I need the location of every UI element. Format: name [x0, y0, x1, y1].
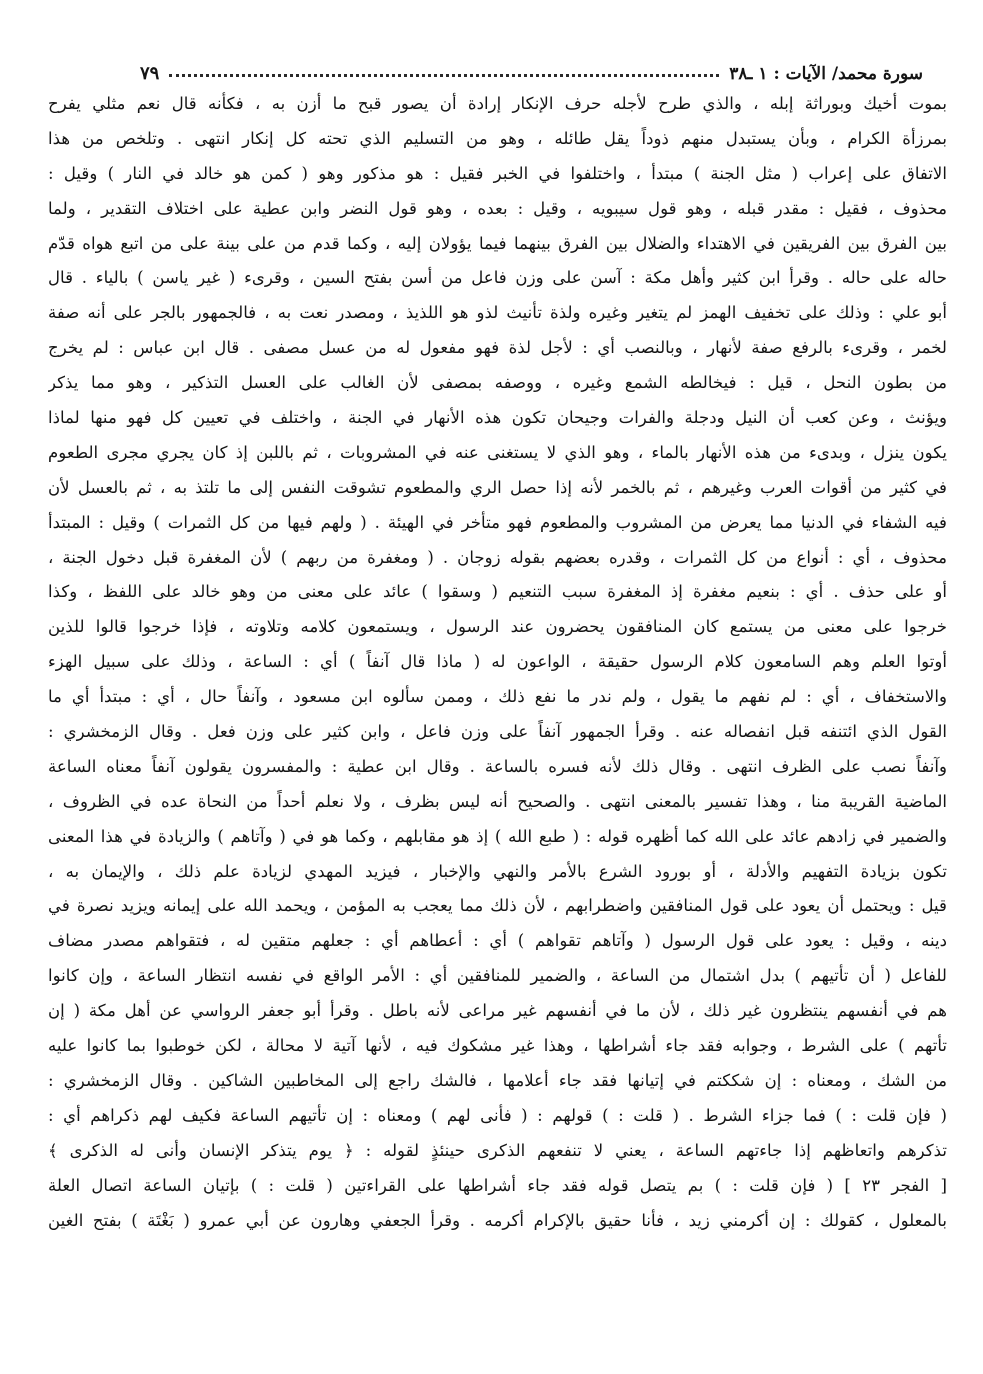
page-body [48, 87, 947, 1238]
text-line: لخمر ، وقرىء بالرفع صفة لأنهار ، وبالنصب أي : لأجل لذة فهو مفعول له من عسل مصفى . قال ابن عباس : لم يخرج [48, 338, 947, 358]
text-line: أبو علي : وذلك على تخفيف الهمز لم يتغير وغيره ولذة تأنيث لذو هو اللذيذ ، ومصدر نعت به ، فالجمهور بالجر على أنه صفة [48, 303, 947, 323]
text-line: والضمير في زادهم عائد على الله كما أظهره قوله : ( طبع الله ) إذ هو مقابلهم ، وكما هو في ( وآتاهم ) والزيادة في هذا المعنى [48, 826, 947, 846]
text-line: الاتفاق على إعراب ( مثل الجنة ) مبتدأ ، واختلفوا في الخبر فقيل : هو مذكور وهو ( كمن هو خالد في النار ) وقيل : [48, 163, 947, 183]
text-line: في كثير من أقوات العرب وغيرهم ، ثم بالخمر لأنه إذا حصل الري والمطعوم تشوقت النفس إلى ما تلتذ به ، ثم بالعسل لأن [48, 477, 947, 497]
header-dotted-leader [169, 73, 719, 77]
text-line: للفاعل ( أن تأتيهم ) بدل اشتمال من الساعة ، والضمير للمنافقين أي : الأمر الواقع في نفسه انتظار الساعة ، وإن كانوا [48, 966, 947, 986]
text-line: بين الفرق بين الفريقين في الاهتداء والضلال بين الفرق بينهما فيما يؤولان إليه ، وكما قدم من على بينة على من اتبع هواه قدّم [48, 233, 947, 253]
text-line: محذوف ، أي : أنواع من كل الثمرات ، وقدره بعضهم بقوله زوجان . ( ومغفرة من ربهم ) لأن المغفرة قبل دخول الجنة ، [48, 547, 947, 567]
text-line: حاله على حاله . وقرأ ابن كثير وأهل مكة : آسن على وزن فاعل من أسن بفتح السين ، وقرىء ( غير ياسن ) بالياء . قال [48, 268, 947, 288]
text-line: يكون ينزل ، وبدىء من هذه الأنهار بالماء ، وهو الذي لا يستغنى عنه في المشروبات ، ثم باللبن إذ كان يجري مجرى الطعوم [48, 442, 947, 462]
text-line: من بطون النحل ، قيل : فيخالطه الشمع وغيره ، ووصفه بمصفى لأن الغالب على العسل التذكير ، وهو مما يذكر [48, 373, 947, 393]
text-line: وآنفاً نصب على الظرف انتهى . وقال ذلك لأنه فسره بالساعة . وقال ابن عطية : والمفسرون يقولون آنفاً معناه الساعة [48, 756, 947, 776]
text-line: محذوف ، فقيل : مقدر قبله ، وهو قول سيبويه ، وقيل : بعده ، وهو قول النضر وابن عطية على اختلاف التقدير ، ولما [48, 198, 947, 218]
text-line: تأتهم ) على الشرط ، وجوابه فقد جاء أشراطها ، وهذا غير مشكوك فيه ، لأنها آتية لا محالة ، لكن خوطبوا بما كانوا عليه [48, 1036, 947, 1056]
running-head: سورة محمد/ الآيات : ١ ـ٣٨ [729, 64, 923, 84]
text-line: بمرزأة الكرام ، وبأن يستبدل منهم ذوداً يقل طائله ، وهو من التسليم الذي تحته كل إنكار انتهى . وتلخص من هذا [48, 128, 947, 148]
text-line: ( فإن قلت : ) فما جزاء الشرط . ( قلت : ) قولهم : ( فأنى لهم ) ومعناه : إن تأتيهم الساعة فكيف لهم ذكراهم أي : [48, 1105, 947, 1125]
text-line: دينه ، وقيل : يعود على قول الرسول ( وآتاهم تقواهم ) أي : أعطاهم أي : جعلهم متقين له ، فتقواهم مصدر مضاف [48, 931, 947, 951]
text-line: ويؤنث ، وعن كعب أن النيل ودجلة والفرات وجيحان تكون هذه الأنهار في الجنة ، واختلف في تعيين كل فهو منها لماذا [48, 408, 947, 428]
text-line: بموت أخيك وبوراثة إبله ، والذي طرح لأجله حرف الإنكار إرادة أن يصور قبح ما أزن به ، فكأنه قال نعم مثلي يفرح [48, 94, 947, 113]
text-line: [ الفجر ٢٣ ] ( فإن قلت : ) بم يتصل قوله فقد جاء أشراطها على القراءتين ( قلت : ) بإتيان الساعة اتصال العلة [48, 1175, 947, 1195]
text-line: أو على حذف . أي : بنعيم مغفرة إذ المغفرة سبب التنعيم ( وسقوا ) عائد على معنى من وهو خالد على اللفظ ، وكذا [48, 582, 947, 602]
text-line: بالمعلول ، كقولك : إن أكرمني زيد ، فأنا حقيق بالإكرام أكرمه . وقرأ الجعفي وهارون عن أبي عمرو ( بَغْتَة ) بفتح الغين [48, 1210, 947, 1230]
text-line: أوتوا العلم وهم السامعون كلام الرسول حقيقة ، الواعون له ( ماذا قال آنفاً ) أي : الساعة ، وذلك على سبيل الهزء [48, 652, 947, 672]
text-line: تكون بزيادة التفهيم والأدلة ، أو بورود الشرع بالأمر والنهي والإخبار ، فيزيد المهدي لزيادة علم ذلك ، والإيمان به ، [48, 861, 947, 881]
text-line: قيل : ويحتمل أن يعود على قول المنافقين واضطرابهم ، لأن ذلك مما يعجب به المؤمن ، ويحمد الله على إيمانه ويزيد نصرة في [48, 896, 947, 916]
text-line: تذكرهم واتعاظهم إذا جاءتهم الساعة ، يعني لا تنفعهم الذكرى حينئذٍ لقوله : ﴿ يوم يتذكر الإنسان وأنى له الذكرى ﴾ [48, 1140, 947, 1160]
page-number: ٧٩ [140, 63, 160, 84]
text-line: هم في أنفسهم ينتظرون غير ذلك ، لأن ما في أنفسهم غير مراعى لأنه باطل . وقرأ أبو جعفر الرواسي عن أهل مكة ( إن [48, 1001, 947, 1021]
text-line: والاستخفاف ، أي : لم نفهم ما يقول ، ولم ندر ما نفع ذلك ، وممن سألوه ابن مسعود ، وآنفاً حال ، أي : مبتدأ أي ما [48, 687, 947, 707]
page-header [140, 44, 923, 84]
text-line: خرجوا على معنى من يستمع كان المنافقون يحضرون عند الرسول ، ويستمعون كلامه وتلاوته ، فإذا خرجوا قالوا للذين [48, 617, 947, 637]
text-line: فيه الشفاء في الدنيا مما يعرض من المشروب والمطعوم فهو متأخر في الهيئة . ( ولهم فيها من كل الثمرات ) وقيل : المبتدأ [48, 512, 947, 532]
text-line: القول الذي ائتنفه قبل انفصاله عنه . وقرأ الجمهور آنفاً على وزن فاعل ، وابن كثير على وزن فعل . وقال الزمخشري : [48, 722, 947, 742]
text-line: من الشك ، ومعناه : إن شككتم في إتيانها فقد جاء أعلامها ، فالشك راجع إلى المخاطبين الشاكين . وقال الزمخشري : [48, 1070, 947, 1090]
text-line: الماضية القريبة منا ، وهذا تفسير بالمعنى انتهى . والصحيح أنه ليس بظرف ، ولا نعلم أحداً من النحاة عده في الظروف ، [48, 791, 947, 811]
